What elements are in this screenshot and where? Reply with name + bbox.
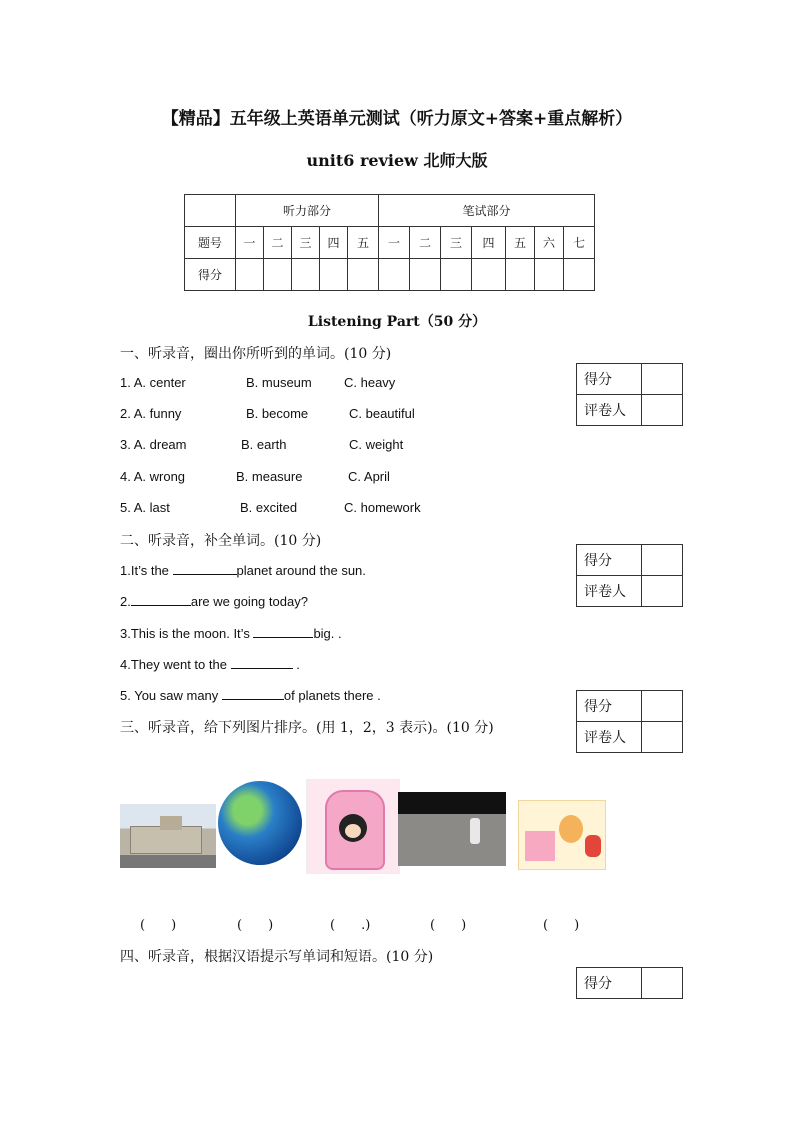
- order-blank[interactable]: ( ): [430, 918, 467, 933]
- score-cell[interactable]: [410, 259, 441, 291]
- order-blank[interactable]: ( ): [237, 918, 274, 933]
- option-a: 4. A. wrong: [120, 469, 186, 484]
- page-subtitle: unit6 review 北师大版: [306, 151, 488, 170]
- fill-prefix: 4.They went to the: [120, 657, 231, 672]
- option-b: B. museum: [246, 375, 312, 390]
- section-1-heading: 一、听录音，圈出你所听到的单词。(10 分): [120, 346, 392, 362]
- q-num: 三: [441, 227, 472, 259]
- fill-item-1: [120, 562, 366, 578]
- option-a: 3. A. dream: [120, 437, 187, 452]
- fill-suffix: big. .: [313, 626, 342, 641]
- cartoon-room-image: [518, 800, 606, 870]
- score-cell[interactable]: [506, 259, 535, 291]
- fill-blank[interactable]: [222, 687, 284, 700]
- score-cell[interactable]: [236, 259, 264, 291]
- option-a: 1. A. center: [120, 375, 186, 390]
- score-cell[interactable]: [320, 259, 348, 291]
- order-blank[interactable]: ( ): [140, 918, 177, 933]
- score-label: 得分: [577, 968, 642, 999]
- score-cell[interactable]: [441, 259, 472, 291]
- fill-blank[interactable]: [231, 656, 293, 669]
- score-cell[interactable]: [564, 259, 595, 291]
- score-label: 得分: [577, 364, 642, 395]
- page-title: 【精品】五年级上英语单元测试（听力原文+答案+重点解析）: [161, 109, 633, 129]
- q-num: 六: [535, 227, 564, 259]
- option-b: B. measure: [236, 469, 303, 484]
- q-num: 二: [264, 227, 292, 259]
- option-c: C. heavy: [344, 375, 396, 390]
- grader-cell[interactable]: [642, 722, 683, 753]
- grader-label: 评卷人: [577, 722, 642, 753]
- museum-image: [120, 804, 216, 868]
- fill-item-3: [120, 625, 342, 641]
- q-num: 四: [320, 227, 348, 259]
- q-num: 一: [379, 227, 410, 259]
- fill-item-2: [120, 593, 308, 609]
- option-b: B. earth: [241, 437, 287, 452]
- score-table: [184, 194, 595, 291]
- grader-box-2: [576, 544, 683, 607]
- option-c: C. beautiful: [349, 406, 415, 421]
- question-number-label: 题号: [185, 227, 236, 259]
- option-a: 2. A. funny: [120, 406, 182, 421]
- option-c: C. April: [348, 469, 390, 484]
- grader-label: 评卷人: [577, 576, 642, 607]
- fill-blank[interactable]: [173, 562, 237, 575]
- section-2-heading: 二、听录音，补全单词。(10 分): [120, 533, 322, 549]
- schoolbag-image: [306, 779, 400, 874]
- fill-suffix: .: [292, 657, 300, 672]
- moon-astronaut-image: [398, 792, 506, 866]
- fill-item-4: [120, 656, 300, 672]
- fill-suffix: of planets there .: [283, 688, 381, 703]
- section-3-heading: 三、听录音，给下列图片排序。(用 1，2，3 表示)。(10 分): [120, 720, 494, 736]
- fill-item-5: [120, 687, 381, 703]
- option-a: 5. A. last: [120, 500, 170, 515]
- q-num: 二: [410, 227, 441, 259]
- score-cell[interactable]: [642, 968, 683, 999]
- fill-suffix: are we going today?: [190, 594, 308, 609]
- score-cell[interactable]: [264, 259, 292, 291]
- score-cell[interactable]: [642, 364, 683, 395]
- score-cell[interactable]: [379, 259, 410, 291]
- score-table-corner: [185, 195, 236, 227]
- grader-box-4: [576, 967, 683, 999]
- q-num: 五: [348, 227, 379, 259]
- order-blank[interactable]: ( .): [330, 918, 371, 933]
- fill-prefix: 3.This is the moon. It’s: [120, 626, 254, 641]
- score-label: 得分: [577, 545, 642, 576]
- q-num: 七: [564, 227, 595, 259]
- q-num: 一: [236, 227, 264, 259]
- score-label: 得分: [577, 691, 642, 722]
- listening-header: 听力部分: [236, 195, 379, 227]
- earth-image: [218, 781, 302, 865]
- grader-box-1: [576, 363, 683, 426]
- grader-box-3: [576, 690, 683, 753]
- score-cell[interactable]: [642, 691, 683, 722]
- q-num: 三: [292, 227, 320, 259]
- score-cell[interactable]: [642, 545, 683, 576]
- score-cell[interactable]: [292, 259, 320, 291]
- fill-suffix: planet around the sun.: [236, 563, 366, 578]
- fill-prefix: 1.It’s the: [120, 563, 173, 578]
- fill-blank[interactable]: [131, 593, 191, 606]
- option-b: B. excited: [240, 500, 298, 515]
- score-cell[interactable]: [535, 259, 564, 291]
- q-num: 四: [472, 227, 506, 259]
- fill-prefix: 2.: [120, 594, 131, 609]
- fill-prefix: 5. You saw many: [120, 688, 222, 703]
- section-4-heading: 四、听录音，根据汉语提示写单词和短语。(10 分): [120, 949, 434, 965]
- score-cell[interactable]: [348, 259, 379, 291]
- fill-blank[interactable]: [253, 625, 313, 638]
- grader-cell[interactable]: [642, 395, 683, 426]
- listening-part-heading: Listening Part（50 分）: [307, 314, 487, 330]
- grader-label: 评卷人: [577, 395, 642, 426]
- grader-cell[interactable]: [642, 576, 683, 607]
- score-label: 得分: [185, 259, 236, 291]
- option-c: C. homework: [344, 500, 421, 515]
- score-cell[interactable]: [472, 259, 506, 291]
- q-num: 五: [506, 227, 535, 259]
- writing-header: 笔试部分: [379, 195, 595, 227]
- option-b: B. become: [246, 406, 309, 421]
- option-c: C. weight: [349, 437, 404, 452]
- order-blank[interactable]: ( ): [543, 918, 580, 933]
